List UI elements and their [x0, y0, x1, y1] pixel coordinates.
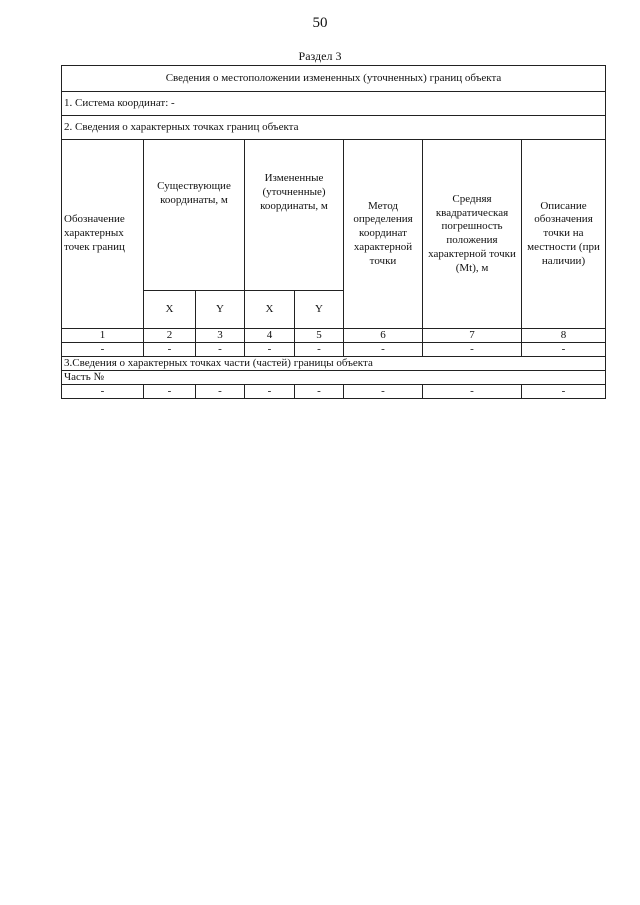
table-cell: -: [196, 343, 245, 357]
table-cell: -: [295, 385, 344, 399]
table-title: Сведения о местоположении измененных (уточненных) границ объекта: [62, 66, 606, 92]
header-existing-y: Y: [196, 291, 245, 329]
table-row: [62, 343, 606, 357]
column-number: 7: [423, 329, 522, 343]
column-number: 1: [62, 329, 144, 343]
table-cell: -: [62, 343, 144, 357]
section-label: Раздел 3: [298, 49, 342, 63]
column-number: 8: [522, 329, 606, 343]
table-cell: -: [245, 385, 295, 399]
header-changed-y: Y: [295, 291, 344, 329]
header-changed-coords: Измененные (уточненные) координаты, м: [245, 140, 344, 291]
table-cell: -: [423, 385, 522, 399]
table-cell: -: [245, 343, 295, 357]
coordinate-system-row: 1. Система координат: -: [62, 92, 606, 116]
column-number: 6: [344, 329, 423, 343]
header-changed-x: X: [245, 291, 295, 329]
column-number: 3: [196, 329, 245, 343]
table-cell: -: [344, 385, 423, 399]
header-existing-x: X: [144, 291, 196, 329]
table-cell: -: [522, 385, 606, 399]
header-description: Описание обозначения точки на местности (при наличии): [522, 140, 606, 329]
boundary-table: [61, 65, 606, 399]
table-cell: -: [62, 385, 144, 399]
page-number: 50: [312, 15, 328, 31]
table-cell: -: [423, 343, 522, 357]
table-cell: -: [144, 385, 196, 399]
points-section-heading: 2. Сведения о характерных точках границ объекта: [62, 116, 606, 140]
column-number: 4: [245, 329, 295, 343]
table-cell: -: [522, 343, 606, 357]
table-cell: -: [144, 343, 196, 357]
table-row: [62, 385, 606, 399]
header-existing-coords: Существующие координаты, м: [144, 140, 245, 291]
column-number: 5: [295, 329, 344, 343]
table-cell: -: [196, 385, 245, 399]
part-label: Часть №: [62, 371, 606, 385]
column-number-row: [62, 329, 606, 343]
header-mean-error: Средняя квадратическая погрешность положения характерной точки (Mt), м: [423, 140, 522, 329]
header-method: Метод определения координат характерной точки: [344, 140, 423, 329]
table-cell: -: [295, 343, 344, 357]
table-cell: -: [344, 343, 423, 357]
parts-section-heading: 3.Сведения о характерных точках части (частей) границы объекта: [62, 357, 606, 371]
header-designation: Обозначение характерных точек границ: [62, 140, 144, 329]
column-number: 2: [144, 329, 196, 343]
